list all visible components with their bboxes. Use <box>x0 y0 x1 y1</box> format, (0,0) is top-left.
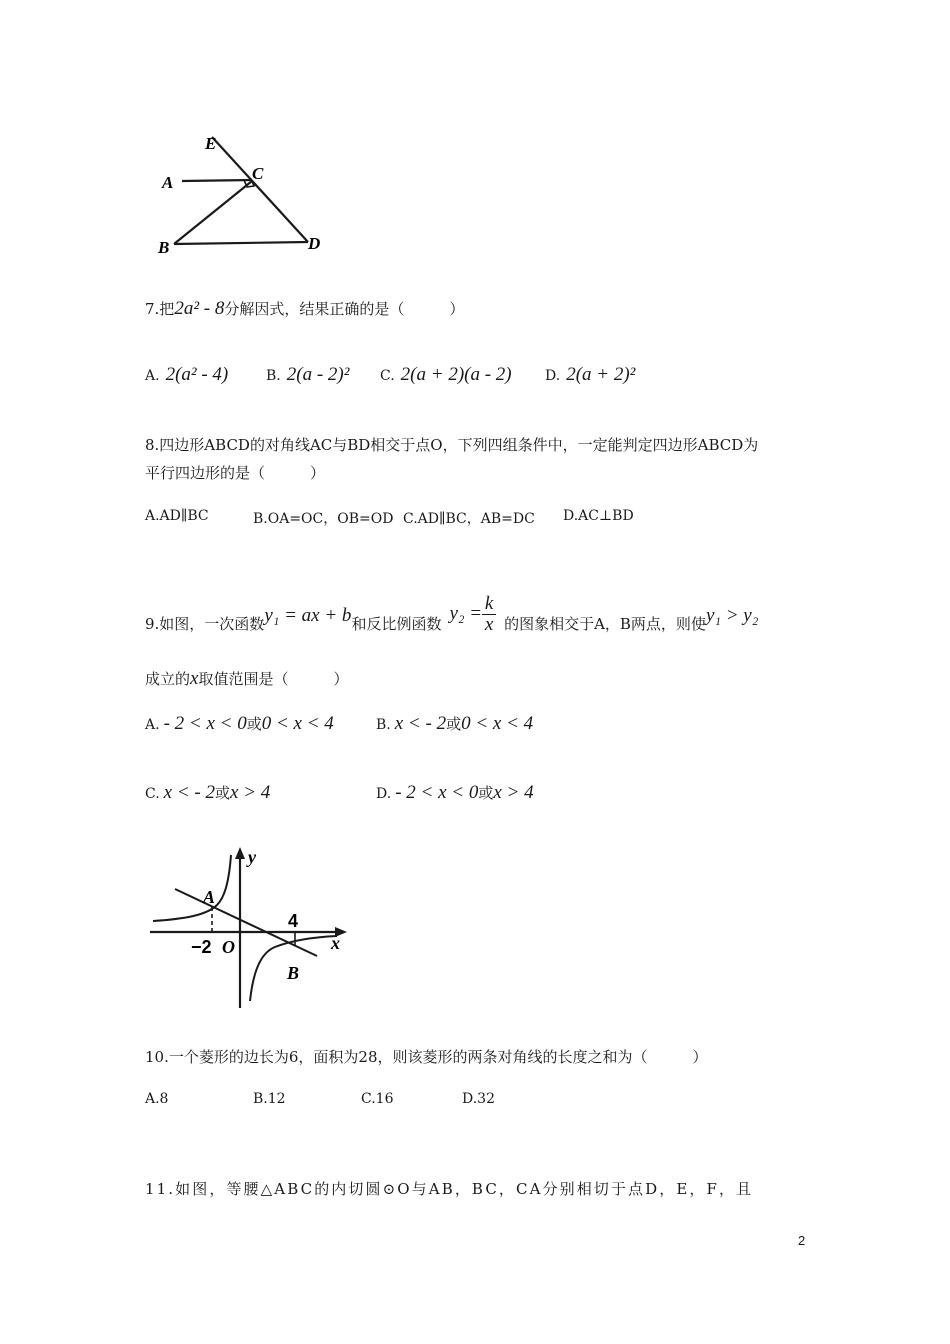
q8-line1: 8.四边形ABCD的对角线AC与BD相交于点O，下列四组条件中，一定能判定四边形ABCD为 <box>145 436 759 454</box>
q9-line2: 成立的x取值范围是（ ） <box>145 668 349 689</box>
q11-text: 11.如图，等腰△ABC的内切圆⊙O与AB，BC，CA分别相切于点D，E，F，且 <box>145 1180 754 1198</box>
graph-label-x: x <box>331 933 340 953</box>
q7-suffix: 分解因式，结果正确的是（ ） <box>224 300 465 318</box>
question-7 <box>145 298 464 320</box>
q7-expr: 2a² - 8 <box>174 298 225 319</box>
q7-option-c: C. 2(a + 2)(a - 2) <box>380 364 512 385</box>
q9-option-a: A. - 2 < x < 0或0 < x < 4 <box>145 713 334 734</box>
q7-option-b: B. 2(a - 2)² <box>266 364 350 385</box>
label-B: B <box>158 238 170 257</box>
label-E: E <box>205 134 217 153</box>
q9-condition: y₁ > y₂ <box>705 605 759 626</box>
q9-func2-lhs: y₂ = <box>449 603 483 624</box>
function-graph <box>145 843 355 1013</box>
page-number: 2 <box>798 1233 806 1248</box>
q7-option-d: D. 2(a + 2)² <box>545 364 636 385</box>
q10-option-b: B.12 <box>253 1091 286 1107</box>
q8-line2: 平行四边形的是（ ） <box>145 464 326 482</box>
q7-prefix: 7.把 <box>145 300 175 318</box>
q9-option-c: C. x < - 2或x > 4 <box>145 782 271 803</box>
graph-tick-4: 4 <box>288 911 299 931</box>
q10-option-a: A.8 <box>145 1091 169 1107</box>
q9-option-b: B. x < - 2或0 < x < 4 <box>376 713 534 734</box>
q9-after: 的图象相交于A，B两点，则使 <box>504 615 706 633</box>
triangle-figure <box>150 125 350 265</box>
q9-mid: 和反比例函数 <box>351 615 442 633</box>
question-9 <box>145 594 758 635</box>
q9-prefix: 9.如图，一次函数 <box>145 615 265 633</box>
q8-option-b: B.OA=OC，OB=OD <box>253 511 394 527</box>
q9-func2-fraction: $\frac{k}{x}$ <box>482 594 496 635</box>
q10-option-d: D.32 <box>462 1091 495 1107</box>
q8-option-c: C.AD∥BC，AB=DC <box>403 511 535 527</box>
graph-tick-neg2: −2 <box>191 937 212 957</box>
q8-option-d: D.AC⊥BD <box>563 508 634 524</box>
q9-option-d: D. - 2 < x < 0或x > 4 <box>376 782 534 803</box>
label-C: C <box>252 164 264 183</box>
q10-option-c: C.16 <box>361 1091 394 1107</box>
label-A: A <box>162 173 174 192</box>
graph-point-A: A <box>203 887 216 907</box>
q8-option-a: A.AD∥BC <box>145 508 209 524</box>
label-D: D <box>308 234 321 253</box>
graph-origin-O: O <box>222 937 235 957</box>
graph-label-y: y <box>248 847 256 867</box>
q9-func1: y₁ = ax + b <box>264 605 352 626</box>
graph-point-B: B <box>287 963 300 983</box>
q10-text: 10.一个菱形的边长为6，面积为28，则该菱形的两条对角线的长度之和为（ ） <box>145 1048 708 1066</box>
q7-option-a: A. 2(a² - 4) <box>145 364 229 385</box>
